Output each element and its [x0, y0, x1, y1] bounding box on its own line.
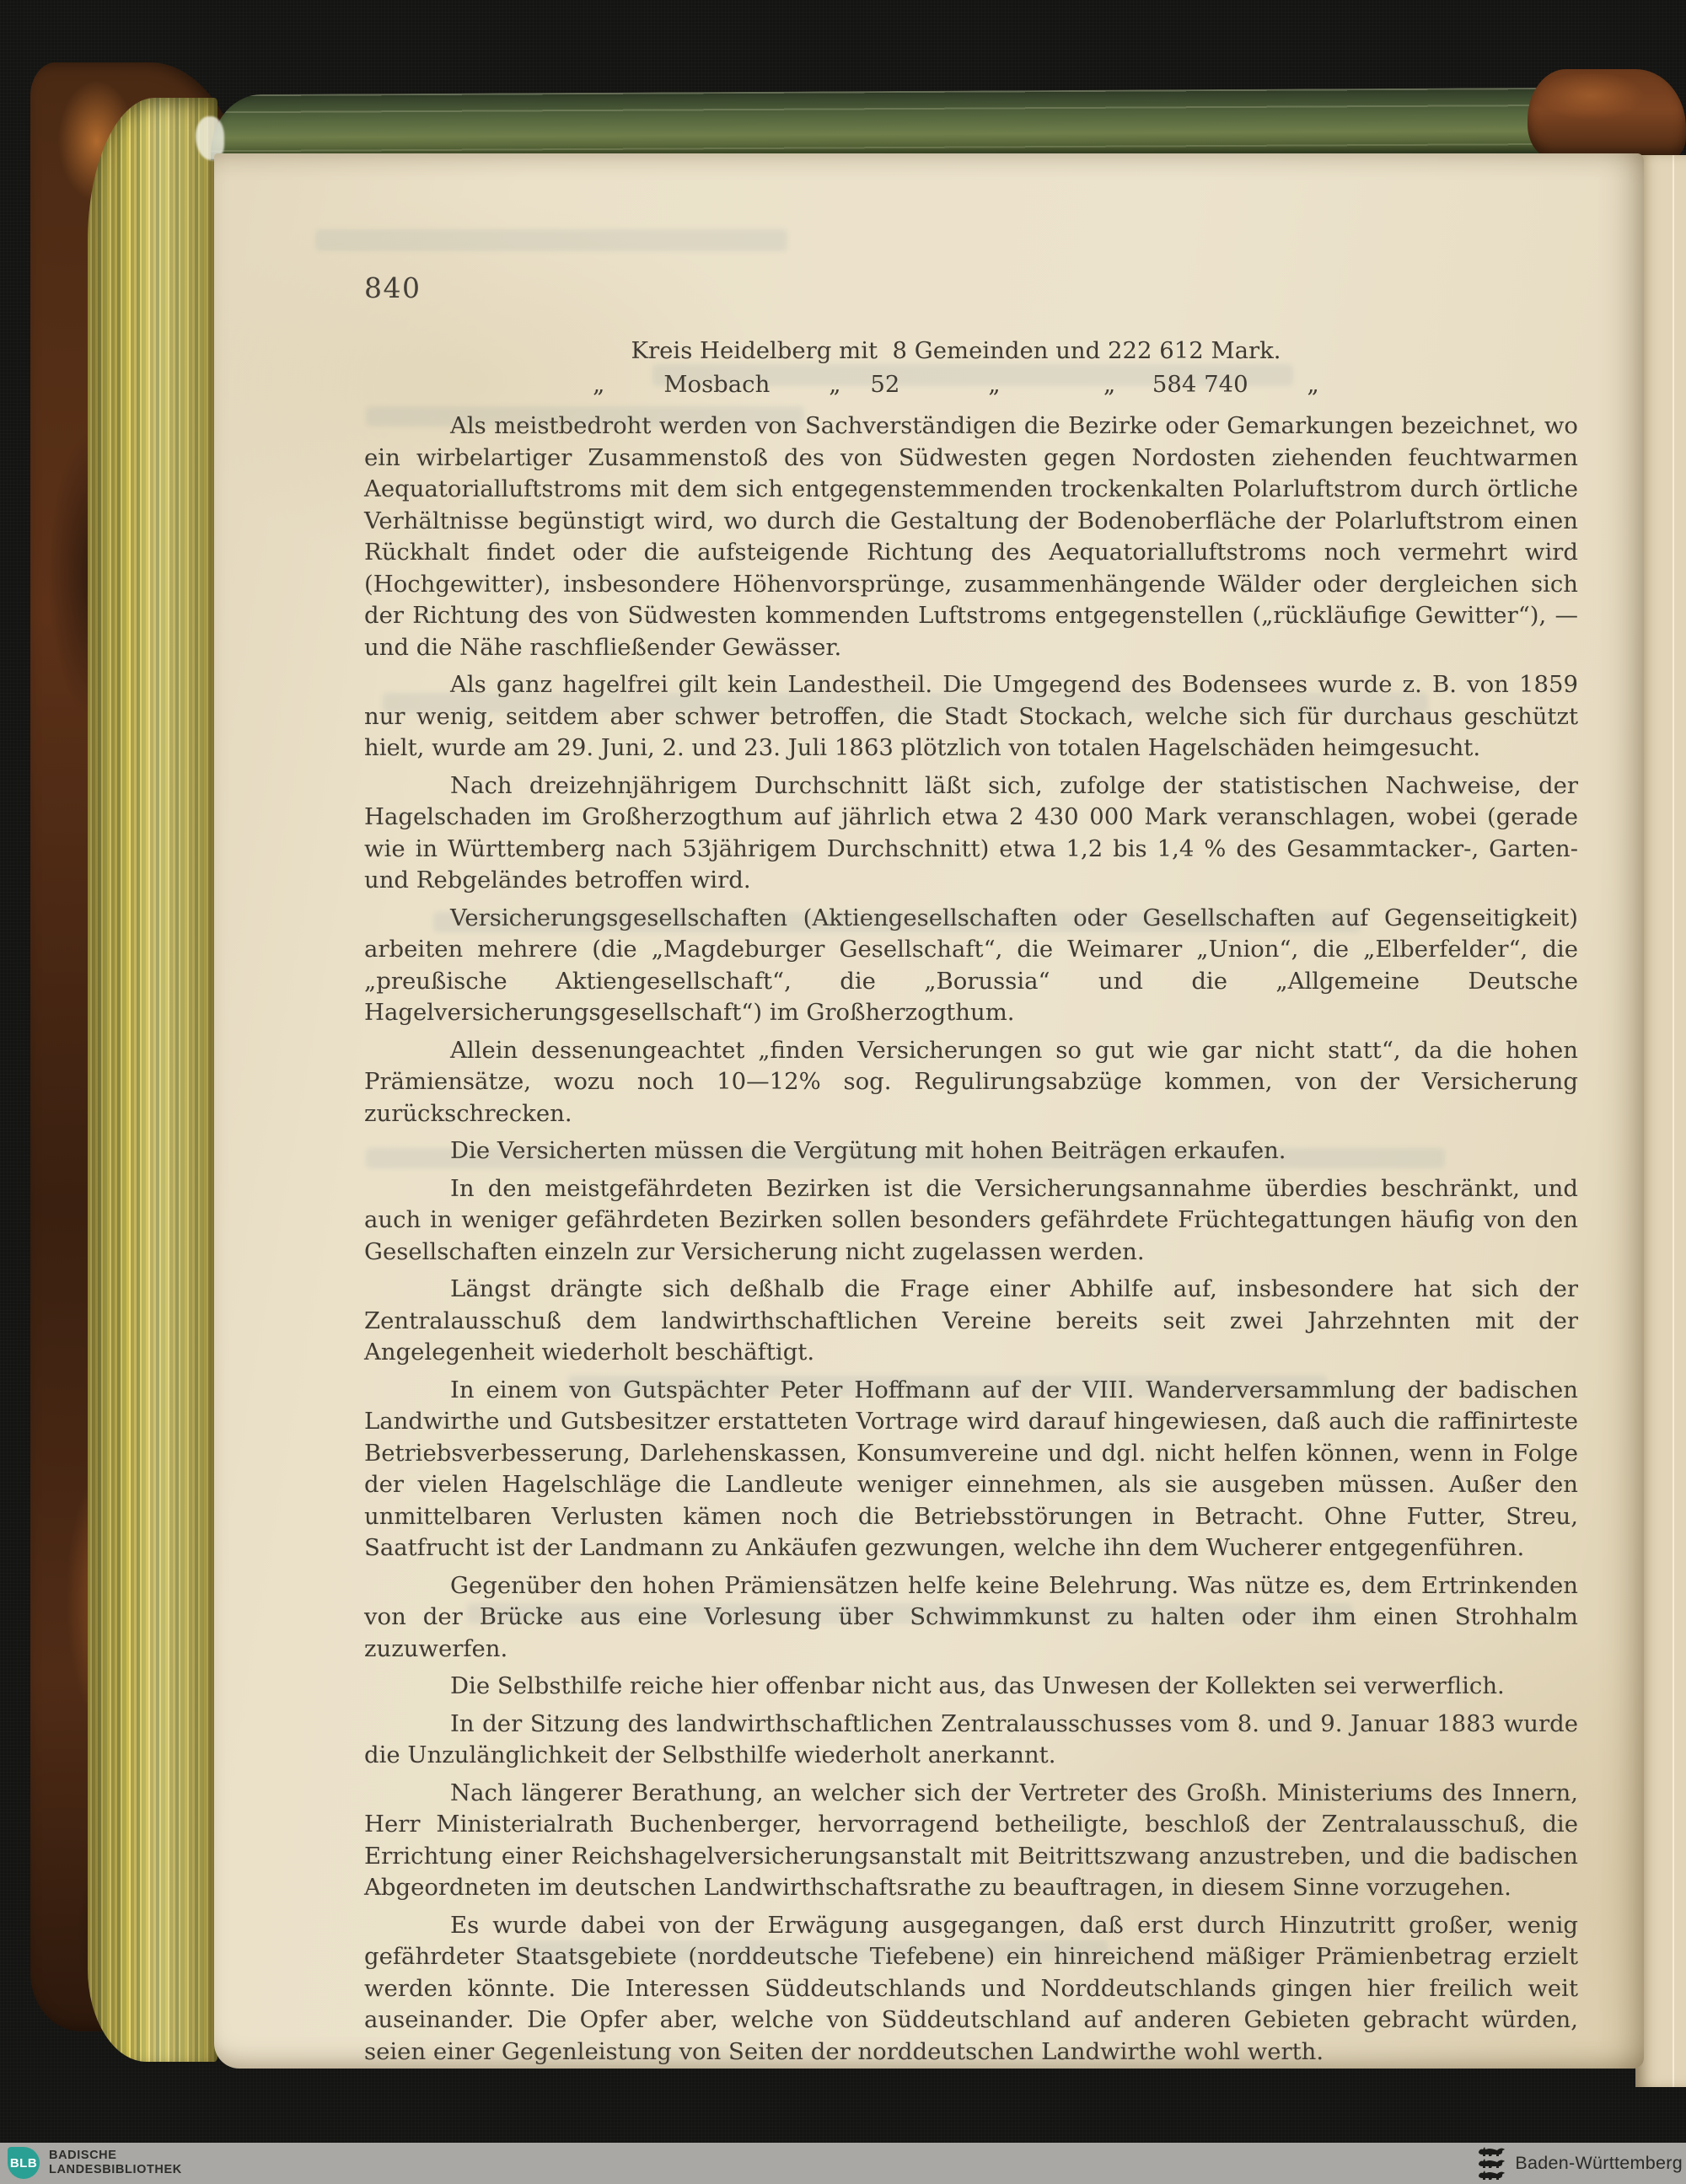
paragraph: Die Versicherten müssen die Vergütung mit hohen Beiträgen erkaufen.: [450, 1137, 1286, 1164]
paragraph: Es wurde dabei von der Erwägung ausgegangen, daß erst durch Hinzutritt großer, wenig gefährdeter Staatsgebiete (norddeutsche Tiefebene) ein hinreichend mäßiger Prämienbetrag erzielt werden könnte. Die Interessen Süddeutschlands und Norddeutschlands gingen hier freilich weit auseinander. Die Opfer aber, welche von Süddeutschland auf anderen Gebieten gebracht würden, seien einer Gegenleistung von Seiten der norddeutschen Landwirthe wohl werth.: [364, 1911, 1578, 2065]
table-row-mosbach: „ Mosbach „ 52 „ „ 584 740 „: [593, 370, 1319, 398]
state-name-label: Baden-Württemberg: [1515, 2153, 1683, 2173]
library-name-line1: BADISCHE: [49, 2149, 117, 2162]
paragraph: Die Selbsthilfe reiche hier offenbar nicht aus, das Unwesen der Kollekten sei verwerflich.: [450, 1672, 1505, 1699]
paragraph: In den meistgefährdeten Bezirken ist die Versicherungsannahme überdies beschränkt, und auch in weniger gefährdeten Bezirken sollen besonders gefährdete Früchtegattungen häufig von den Gesellschaften einzeln zur Versicherung nicht zugelassen werden.: [364, 1174, 1578, 1265]
paragraph: Allein dessenungeachtet „finden Versicherungen so gut wie gar nicht statt“, da die hohen Prämiensätze, wozu noch 10—12% sog. Regulirungsabzüge kommen, von der Versicherung zurückschrecken.: [364, 1036, 1578, 1127]
page-block-fore-edge: [88, 98, 217, 2062]
paragraph: Als ganz hagelfrei gilt kein Landestheil. Die Umgegend des Bodensees wurde z. B. von 1859 nur wenig, seitdem aber schwer betroffen, die Stadt Stockach, welche sich für durchaus geschützt hielt, wurde am 29. Juni, 2. und 23. Juli 1863 plötzlich von totalen Hagelschäden heimgesucht.: [364, 671, 1578, 761]
coat-of-arms-icon: [1478, 2146, 1506, 2181]
paragraph: In der Sitzung des landwirthschaftlichen Zentralausschusses vom 8. und 9. Januar 1883 wurde die Unzulänglichkeit der Selbsthilfe wiederholt anerkannt.: [364, 1709, 1578, 1768]
state-branding: [1478, 2146, 1683, 2181]
viewer-footer-bar: [0, 2143, 1686, 2184]
paragraph: Als meistbedroht werden von Sachverständigen die Bezirke oder Gemarkungen bezeichnet, wo ein wirbelartiger Zusammenstoß des von Südwesten gegen Nordosten ziehenden feuchtwarmen Aequatorialluftstroms mit dem sich entgegenstemmenden trockenkalten Polarluftstrom durch örtliche Verhältnisse begünstigt wird, wo durch die Gestaltung der Bodenoberfläche der Polarluftstrom einen Rückhalt findet oder die aufsteigende Richtung des Aequatorialluftstroms noch vermehrt wird (Hochgewitter), insbesondere Höhenvorsprünge, zusammenhängende Wälder oder dergleichen sich der Richtung des von Südwesten kommenden Luftstroms entgegenstellen („rückläufige Gewitter“), — und die Nähe raschfließender Gewässer.: [364, 412, 1578, 661]
bleedthrough-smudge: [315, 229, 787, 251]
paragraph: Versicherungsgesellschaften (Aktiengesellschaften oder Gesellschaften auf Gegenseitigkeit) arbeiten mehrere (die „Magdeburger Gesellschaft“, die Weimarer „Union“, die „Elberfelder“, die „preußische Aktiengesellschaft“, die „Borussia“ und die „Allgemeine Deutsche Hagelversicherungsgesellschaft“) im Großherzogthum.: [364, 904, 1578, 1026]
table-row-heidelberg: Kreis Heidelberg mit 8 Gemeinden und 222 612 Mark.: [631, 337, 1281, 364]
blb-logo-icon: [8, 2147, 40, 2179]
book-page: [214, 153, 1644, 2069]
page-block-top-edge: [211, 88, 1598, 161]
paragraph: In einem von Gutspächter Peter Hoffmann auf der VIII. Wanderversammlung der badischen Landwirthe und Gutsbesitzer erstatteten Vortrage wird darauf hingewiesen, daß auch die raffinirteste Betriebsverbesserung, Darlehenskassen, Konsumvereine und dgl. nicht helfen können, wenn in Folge der vielen Hagelschläge die Landleute weniger einnehmen, als sie ausgeben müssen. Außer den unmittelbaren Verlusten kämen noch die Betriebsstörungen in Betracht. Ohne Futter, Streu, Saatfrucht ist der Landmann zu Ankäufen gezwungen, welche ihn dem Wucherer entgegenführen.: [364, 1376, 1578, 1561]
page-number: 840: [364, 271, 422, 304]
page-text-column: [364, 335, 1578, 2068]
paragraph: Längst drängte sich deßhalb die Frage einer Abhilfe auf, insbesondere hat sich der Zentralausschuß dem landwirthschaftlichen Vereine bereits seit zwei Jahrzehnten mit der Angelegenheit wiederholt beschäftigt.: [364, 1275, 1578, 1366]
blb-logo-text: BLB: [9, 2155, 38, 2171]
paragraph: Nach längerer Berathung, an welcher sich der Vertreter des Großh. Ministeriums des Innern, Herr Ministerialrath Buchenberger, hervorragend betheiligte, beschloß der Zentralausschuß, die Errichtung einer Reichshagelversicherungsanstalt mit Beitrittszwang anzustreben, und die badischen Abgeordneten im deutschen Landwirthschaftsrathe zu beauftragen, in diesem Sinne vorzugehen.: [364, 1779, 1578, 1901]
paragraph: Nach dreizehnjährigem Durchschnitt läßt sich, zufolge der statistischen Nachweise, der Hagelschaden im Großherzogthum auf jährlich etwa 2 430 000 Mark veranschlagen, wobei (gerade wie in Württemberg nach 53jährigem Durchschnitt) etwa 1,2 bis 1,4 % des Gesammtacker-, Garten- und Rebgeländes betroffen wird.: [364, 771, 1578, 893]
library-name-line2: LANDESBIBLIOTHEK: [49, 2163, 182, 2176]
spine-headcap: [1528, 69, 1686, 158]
library-name: [49, 2149, 182, 2177]
paragraph: Gegenüber den hohen Prämiensätzen helfe keine Belehrung. Was nütze es, dem Ertrinkenden von der Brücke aus eine Vorlesung über Schwimmkunst zu halten oder ihm einen Strohhalm zuzuwerfen.: [364, 1571, 1578, 1662]
